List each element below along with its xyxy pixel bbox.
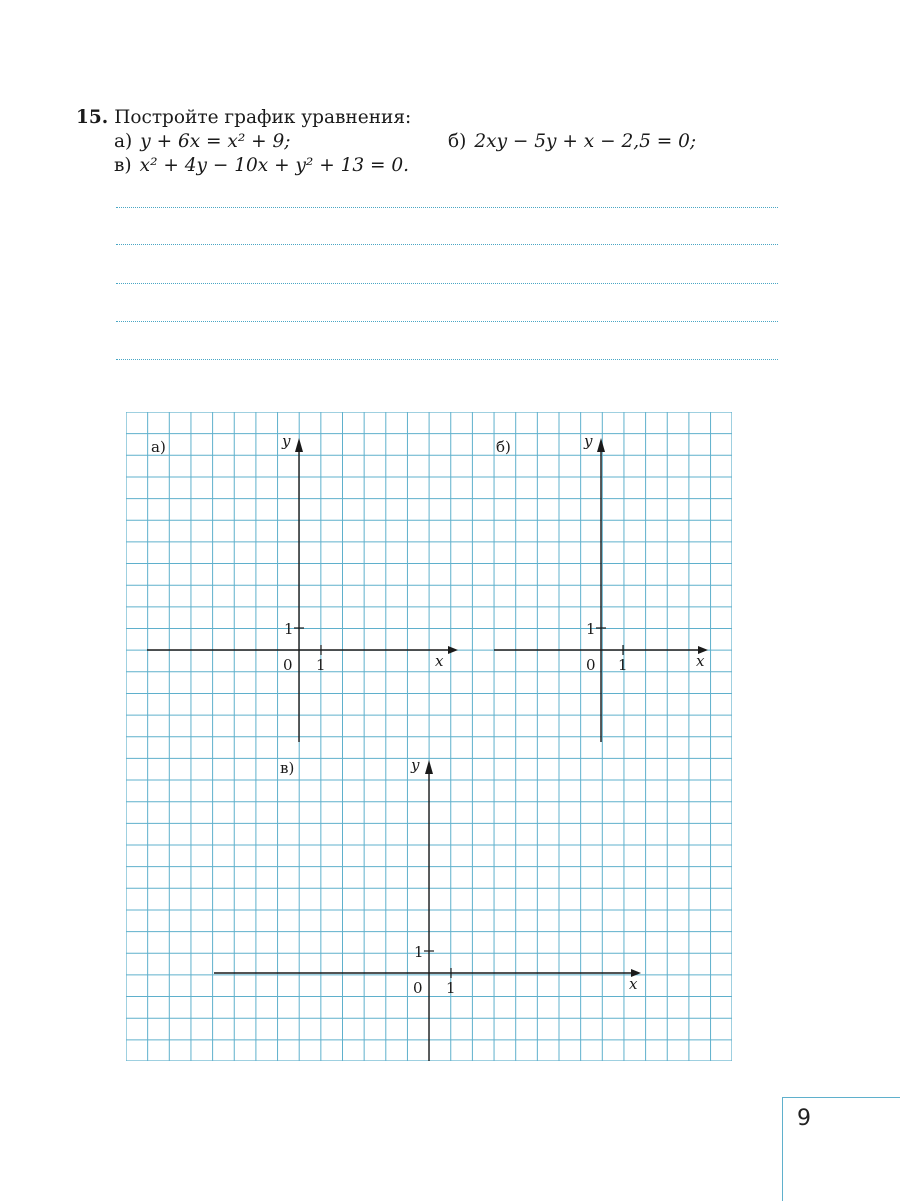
item-b	[448, 130, 696, 154]
plot-a-label: а)	[151, 438, 166, 456]
item-c	[114, 154, 409, 178]
plot-b-y-label: y	[584, 432, 593, 450]
plot-b-label: б)	[496, 438, 511, 456]
item-a-label: а)	[114, 131, 133, 152]
answer-line-2[interactable]	[116, 244, 778, 245]
plot-c-origin-label: 0	[413, 979, 423, 997]
plot-b-origin-label: 0	[586, 656, 596, 674]
plot-c-y-label: y	[411, 756, 420, 774]
page-number: 9	[797, 1106, 811, 1131]
grid-svg[interactable]	[126, 412, 732, 1061]
plot-a-y-label: y	[282, 432, 291, 450]
problem-number: 15.	[76, 107, 109, 128]
plot-a-x-label: x	[435, 652, 444, 670]
item-b-label: б)	[448, 131, 467, 152]
problem-title: Постройте график уравнения:	[114, 107, 412, 128]
item-a	[114, 130, 291, 154]
plot-c-label: в)	[280, 759, 295, 777]
plot-b-y-unit-label: 1	[586, 620, 596, 638]
plot-c-x-unit-label: 1	[446, 979, 456, 997]
plot-a-y-unit-label: 1	[284, 620, 294, 638]
plot-b-x-label: x	[696, 652, 705, 670]
item-a-equation: y + 6x = x² + 9;	[140, 131, 291, 152]
problem-15	[76, 106, 796, 178]
plot-c-y-unit-label: 1	[414, 943, 424, 961]
answer-line-5[interactable]	[116, 359, 778, 360]
plot-a-x-unit-label: 1	[316, 656, 326, 674]
answer-line-3[interactable]	[116, 283, 778, 284]
answer-line-1[interactable]	[116, 207, 778, 208]
item-b-equation: 2xy − 5y + x − 2,5 = 0;	[474, 131, 697, 152]
plot-c-x-label: x	[629, 975, 638, 993]
problem-items-row-2	[76, 154, 796, 178]
plot-b-x-unit-label: 1	[618, 656, 628, 674]
graph-paper[interactable]	[126, 412, 732, 1061]
item-c-label: в)	[114, 155, 132, 176]
answer-line-4[interactable]	[116, 321, 778, 322]
problem-items-row-1	[76, 130, 796, 154]
plot-a-origin-label: 0	[283, 656, 293, 674]
item-c-equation: x² + 4y − 10x + y² + 13 = 0.	[139, 155, 410, 176]
problem-title-row	[76, 106, 796, 130]
page-number-box	[782, 1097, 900, 1201]
